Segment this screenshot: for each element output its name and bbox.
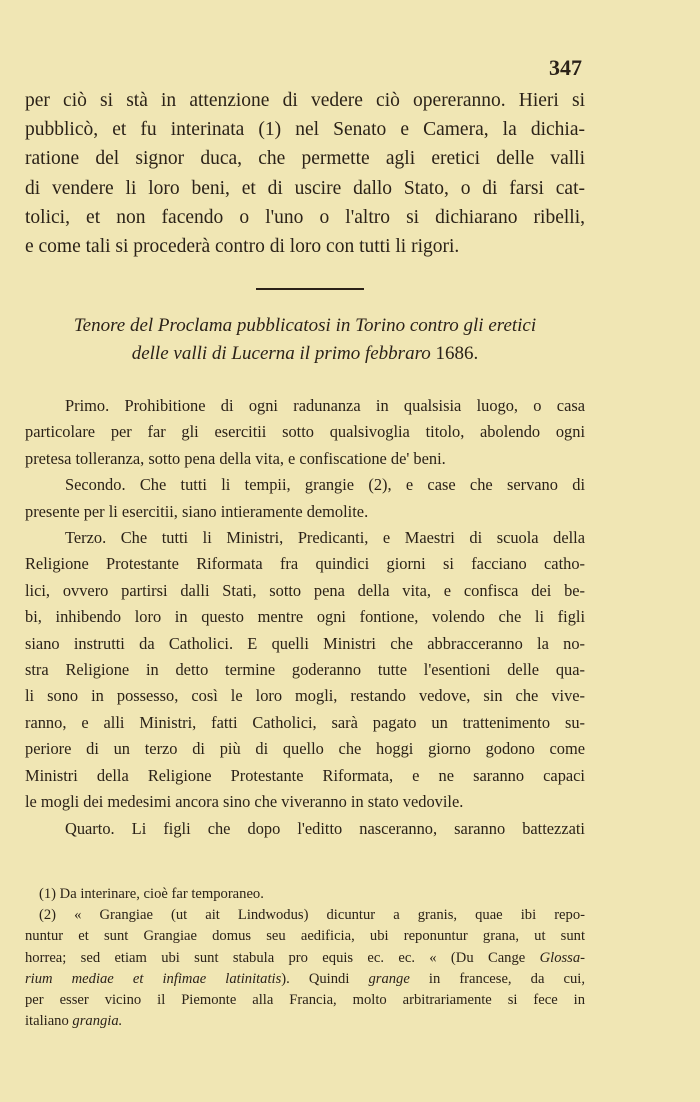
text-line: e come tali si procederà contro di loro con tutti li rigori. xyxy=(25,236,460,258)
text-line: pretesa tolleranza, sotto pena della vita, e confiscatione de' beni. xyxy=(25,448,446,468)
footnote-italic: grange xyxy=(368,970,410,987)
text-line: particolare per far gli esercitii sotto qualsivoglia titolo, abolendo ogni xyxy=(25,422,585,442)
footnote-italic: rium mediae et infimae latinitatis xyxy=(25,970,282,987)
text-line: Secondo. Che tutti li tempii, grangie (2), e case che servano di xyxy=(65,475,585,495)
text-line: Terzo. Che tutti li Ministri, Predicanti, e Maestri di scuola della xyxy=(65,528,585,548)
footnote-2-line xyxy=(25,969,585,990)
text-line: periore di un terzo di più di quello che hoggi giorno godono come xyxy=(25,739,585,759)
footnote-2-line: (2) « Grangiae (ut ait Lindwodus) dicuntur a granis, quae ibi repo- xyxy=(39,907,585,924)
footnote-1: (1) Da interinare, cioè far temporaneo. xyxy=(39,886,264,902)
heading-year: 1686. xyxy=(435,343,479,364)
text-line: per ciò si stà in attenzione di vedere ciò opereranno. Hieri si xyxy=(25,90,585,111)
footnote-italic: Glossa- xyxy=(539,949,585,966)
text-line: ratione del signor duca, che permette agli eretici delle valli xyxy=(25,148,585,170)
text-line: li sono in possesso, così le loro mogli, restando vedove, sin che vive- xyxy=(25,686,585,706)
proclamation-body xyxy=(25,393,585,842)
footnote-text: horrea; sed etiam ubi sunt stabula pro equis ec. ec. « (Du Cange xyxy=(25,949,540,966)
footnote-italic: grangia. xyxy=(72,1013,123,1030)
text-line: stra Religione in detto termine goderanno tutte l'esentioni delle qua- xyxy=(25,660,585,680)
text-line: siano instrutti da Catholici. E quelli Ministri che abbracceranno la no- xyxy=(25,633,585,653)
footnote-text: italiano xyxy=(25,1013,73,1030)
text-line: tolici, et non facendo o l'uno o l'altro si dichiarano ribelli, xyxy=(25,206,585,228)
text-line: bi, inhibendo loro in questo mentre ogni fontione, volendo che li figli xyxy=(25,607,585,627)
footnotes xyxy=(25,884,585,1032)
footnote-2-line: per esser vicino il Piemonte alla Francia, molto arbitrariamente si fece in xyxy=(25,992,585,1009)
footnote-text: ). Quindi xyxy=(281,970,369,987)
section-heading xyxy=(25,312,585,368)
footnote-2-line xyxy=(25,1011,585,1032)
footnote-2-line: nuntur et sunt Grangiae domus seu aedificia, ubi reponuntur grana, ut sunt xyxy=(25,928,585,945)
text-line: Ministri della Religione Protestante Riformata, e ne saranno capaci xyxy=(25,765,585,785)
text-line: ranno, e alli Ministri, fatti Catholici, sarà pagato un trattenimento su- xyxy=(25,712,585,732)
text-line: pubblicò, et fu interinata (1) nel Senato e Camera, la dichia- xyxy=(25,119,585,141)
text-line: Quarto. Li figli che dopo l'editto nasceranno, saranno battezzati xyxy=(65,818,585,838)
heading-line xyxy=(25,340,585,368)
text-line: di vendere li loro beni, et di uscire dallo Stato, o di farsi cat- xyxy=(25,177,585,199)
text-line: Primo. Prohibitione di ogni radunanza in qualsisia luogo, o casa xyxy=(65,396,585,415)
text-line: lici, ovvero partirsi dalli Stati, sotto pena della vita, e confisca dei be- xyxy=(25,580,585,600)
section-divider xyxy=(256,288,364,290)
page-number: 347 xyxy=(549,55,582,80)
footnote-text: in francese, da cui, xyxy=(409,970,585,987)
heading-line: Tenore del Proclama pubblicatosi in Torino contro gli eretici xyxy=(73,315,537,336)
heading-line-text: delle valli di Lucerna il primo febbraro xyxy=(131,343,431,364)
top-paragraph xyxy=(25,86,585,261)
text-line: le mogli dei medesimi ancora sino che viveranno in stato vedovile. xyxy=(25,792,464,812)
text-line: Religione Protestante Riformata fra quindici giorni si facciano catho- xyxy=(25,554,585,574)
text-line: presente per li esercitii, siano intieramente demolite. xyxy=(25,501,369,521)
footnote-2-line xyxy=(25,948,585,969)
